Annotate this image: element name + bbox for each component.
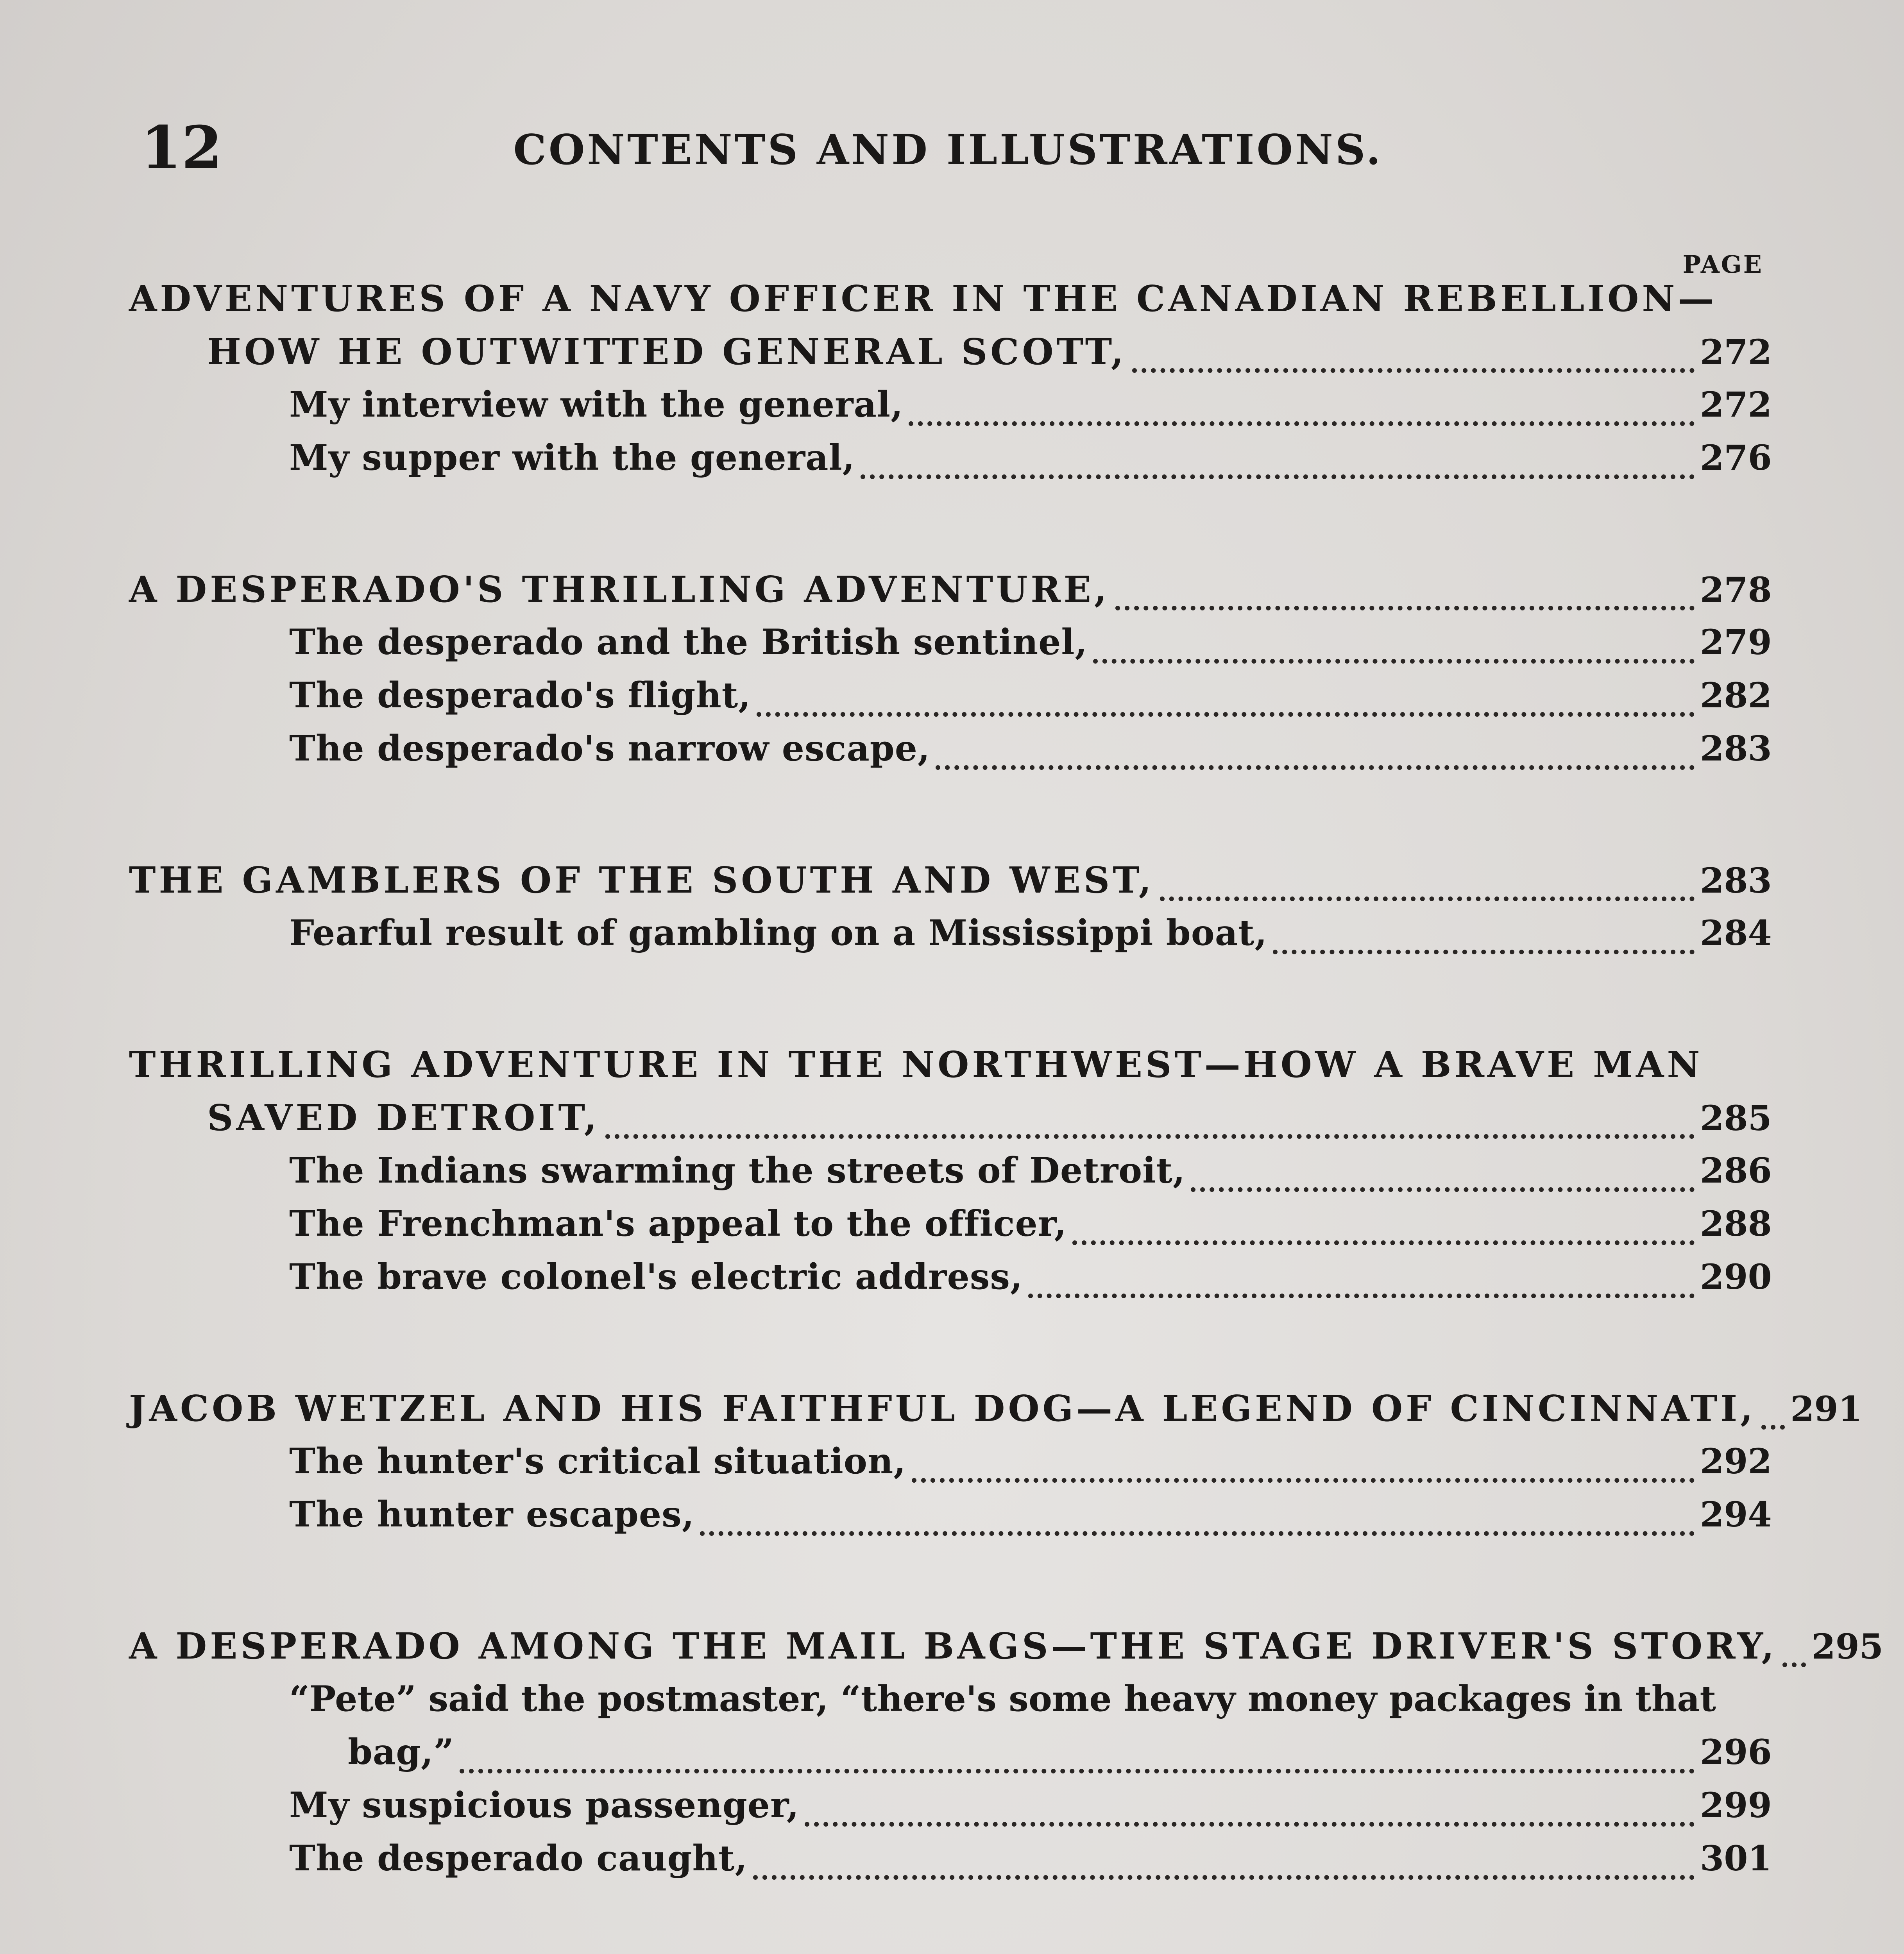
dot-leader bbox=[1782, 1655, 1806, 1667]
page-ref: 272 bbox=[1700, 332, 1772, 372]
page-ref: 283 bbox=[1700, 860, 1772, 901]
dot-leader bbox=[912, 1470, 1695, 1483]
dot-leader bbox=[605, 1126, 1695, 1139]
toc-section bbox=[129, 859, 1770, 965]
toc-section bbox=[129, 1387, 1862, 1547]
subentry-text: My supper with the general, bbox=[289, 437, 855, 478]
dot-leader bbox=[1132, 360, 1695, 373]
section-title: JACOB WETZEL AND HIS FAITHFUL DOG—A LEGEND OF CINCINNATI, bbox=[129, 1387, 1756, 1430]
toc-section bbox=[129, 568, 1770, 781]
page-ref: 295 bbox=[1811, 1626, 1884, 1667]
page-ref: 301 bbox=[1700, 1838, 1772, 1879]
page-ref: 294 bbox=[1700, 1494, 1772, 1535]
dot-leader bbox=[1191, 1179, 1695, 1192]
page-ref: 282 bbox=[1700, 675, 1772, 716]
page-ref: 290 bbox=[1700, 1256, 1772, 1297]
subentry-text: The Frenchman's appeal to the officer, bbox=[289, 1203, 1067, 1244]
dot-leader bbox=[805, 1814, 1695, 1827]
dot-leader bbox=[1028, 1286, 1695, 1298]
dot-leader bbox=[753, 1867, 1695, 1880]
subentry[interactable] bbox=[129, 1150, 1770, 1203]
section-title: SAVED DETROIT, bbox=[207, 1097, 600, 1139]
page-ref: 288 bbox=[1700, 1203, 1772, 1244]
dot-leader bbox=[909, 413, 1695, 426]
section-title-entry[interactable] bbox=[129, 1387, 1862, 1440]
section-title: THE GAMBLERS OF THE SOUTH AND WEST, bbox=[129, 859, 1154, 901]
page-ref: 283 bbox=[1700, 728, 1772, 769]
page-ref: 278 bbox=[1700, 569, 1772, 610]
dot-leader bbox=[1072, 1233, 1695, 1245]
subentry[interactable] bbox=[129, 675, 1770, 728]
section-title-line: THRILLING ADVENTURE IN THE NORTHWEST—HOW A BRAVE MAN bbox=[129, 1043, 1703, 1086]
page-ref: 272 bbox=[1700, 384, 1772, 425]
section-title-entry[interactable] bbox=[129, 1097, 1770, 1150]
subentry-text: The hunter's critical situation, bbox=[289, 1440, 906, 1482]
page-ref: 284 bbox=[1700, 913, 1772, 953]
dot-leader bbox=[1115, 598, 1695, 610]
dot-leader bbox=[757, 704, 1695, 717]
subentry-text: The Indians swarming the streets of Detroit, bbox=[289, 1150, 1186, 1191]
subentry[interactable] bbox=[129, 1494, 1770, 1547]
page-ref: 286 bbox=[1700, 1150, 1772, 1191]
section-title-entry[interactable] bbox=[129, 859, 1770, 912]
subentry[interactable] bbox=[129, 621, 1770, 675]
subentry[interactable] bbox=[129, 1440, 1770, 1494]
subentry-text: bag,” bbox=[348, 1731, 455, 1773]
subentry-text: The desperado's narrow escape, bbox=[289, 728, 931, 769]
running-title: CONTENTS AND ILLUSTRATIONS. bbox=[513, 125, 1383, 174]
section-title-entry[interactable] bbox=[129, 568, 1770, 621]
subentry[interactable] bbox=[129, 1203, 1770, 1256]
dot-leader bbox=[460, 1761, 1695, 1773]
toc-section bbox=[129, 1625, 1884, 1891]
subentry[interactable] bbox=[129, 437, 1770, 490]
section-title: HOW HE OUTWITTED GENERAL SCOTT, bbox=[207, 331, 1127, 373]
section-title-line: ADVENTURES OF A NAVY OFFICER IN THE CANADIAN REBELLION— bbox=[129, 277, 1717, 320]
subentry[interactable] bbox=[129, 1256, 1770, 1309]
dot-leader bbox=[1160, 889, 1695, 901]
dot-leader bbox=[861, 467, 1695, 479]
page-ref: 292 bbox=[1700, 1441, 1772, 1482]
page-header bbox=[133, 113, 1763, 191]
page-column-label: PAGE bbox=[1682, 250, 1763, 279]
subentry[interactable] bbox=[129, 1784, 1770, 1838]
subentry[interactable] bbox=[129, 1838, 1770, 1891]
page-ref: 291 bbox=[1790, 1389, 1862, 1429]
dot-leader bbox=[1273, 942, 1695, 954]
subentry-text: My suspicious passenger, bbox=[289, 1784, 800, 1826]
subentry[interactable] bbox=[129, 384, 1770, 437]
section-title-entry[interactable] bbox=[129, 1625, 1884, 1678]
subentry[interactable] bbox=[129, 1731, 1770, 1784]
dot-leader bbox=[1093, 651, 1695, 664]
subentry-text: The hunter escapes, bbox=[289, 1494, 695, 1535]
table-of-contents bbox=[129, 277, 1884, 1954]
subentry[interactable] bbox=[129, 728, 1770, 781]
page-number: 12 bbox=[141, 113, 222, 182]
section-title: A DESPERADO AMONG THE MAIL BAGS—THE STAGE DRIVER'S STORY, bbox=[129, 1625, 1777, 1667]
dot-leader bbox=[936, 757, 1695, 770]
page-ref: 296 bbox=[1700, 1732, 1772, 1772]
toc-section bbox=[129, 277, 1770, 490]
section-title-entry[interactable] bbox=[129, 331, 1770, 384]
dot-leader bbox=[700, 1523, 1695, 1536]
page-ref: 299 bbox=[1700, 1785, 1772, 1825]
page-ref: 285 bbox=[1700, 1098, 1772, 1138]
page-ref: 279 bbox=[1700, 622, 1772, 662]
subentry-line: “Pete” said the postmaster, “there's some heavy money packages in that bbox=[289, 1678, 1716, 1720]
toc-section bbox=[129, 1043, 1770, 1309]
subentry-text: The desperado's flight, bbox=[289, 675, 751, 716]
page-ref: 276 bbox=[1700, 437, 1772, 478]
subentry-text: Fearful result of gambling on a Mississippi boat, bbox=[289, 912, 1267, 954]
subentry-text: My interview with the general, bbox=[289, 384, 904, 425]
subentry-text: The desperado caught, bbox=[289, 1838, 748, 1879]
dot-leader bbox=[1761, 1417, 1785, 1430]
section-title: A DESPERADO'S THRILLING ADVENTURE, bbox=[129, 568, 1110, 610]
subentry-text: The brave colonel's electric address, bbox=[289, 1256, 1023, 1297]
subentry[interactable] bbox=[129, 912, 1770, 965]
subentry-text: The desperado and the British sentinel, bbox=[289, 621, 1088, 663]
